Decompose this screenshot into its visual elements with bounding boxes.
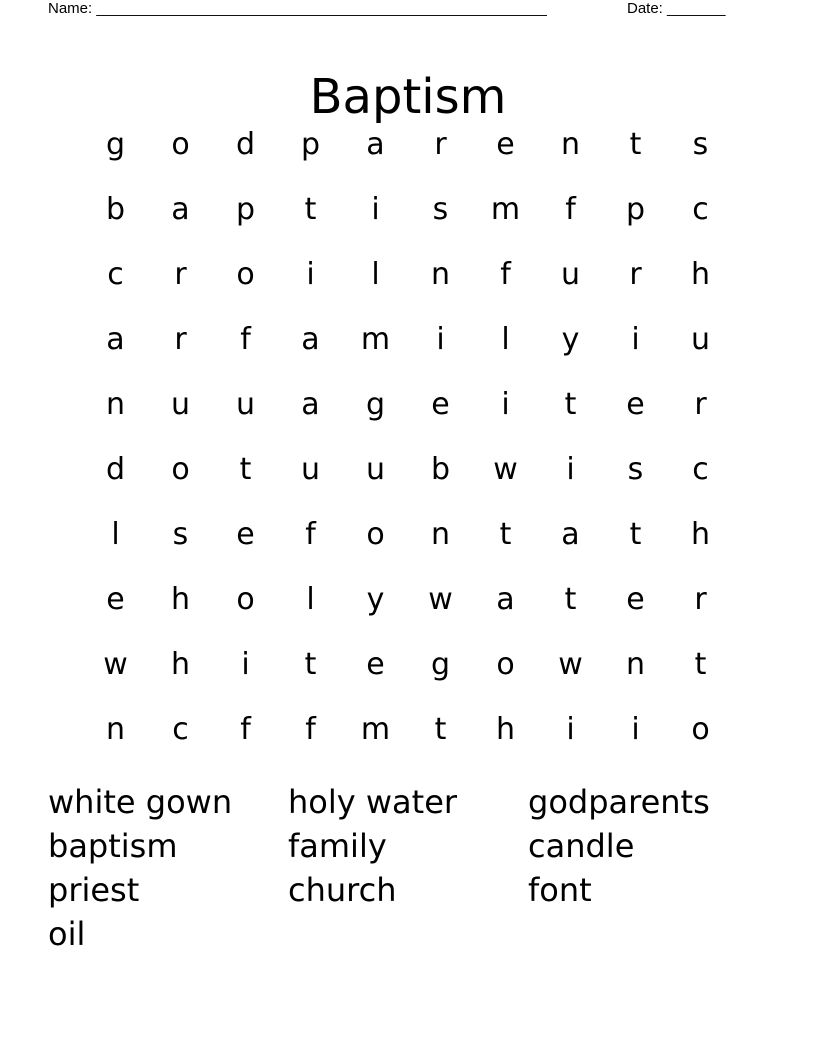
- grid-cell: t: [564, 581, 577, 617]
- grid-cell: u: [365, 451, 385, 487]
- grid-cell: i: [436, 321, 445, 357]
- grid-cell: t: [694, 646, 707, 682]
- grid-cell: d: [105, 451, 126, 487]
- grid-cell: g: [430, 646, 451, 682]
- word-bank-item: font: [528, 871, 592, 909]
- grid-cell: t: [239, 451, 252, 487]
- grid-cell: n: [105, 386, 125, 422]
- grid-cell: w: [103, 646, 128, 682]
- grid-cell: i: [566, 711, 575, 747]
- grid-cell: e: [496, 126, 515, 162]
- grid-cell: c: [107, 256, 124, 292]
- grid-cell: o: [236, 581, 255, 617]
- grid-cell: o: [691, 711, 710, 747]
- grid-cell: u: [560, 256, 580, 292]
- grid-cell: a: [496, 581, 515, 617]
- grid-cell: o: [171, 126, 190, 162]
- grid-cell: g: [105, 126, 126, 162]
- grid-cell: f: [305, 711, 316, 747]
- grid-cell: t: [304, 191, 317, 227]
- grid-cell: l: [306, 581, 315, 617]
- grid-cell: f: [240, 711, 251, 747]
- grid-cell: c: [692, 451, 709, 487]
- grid-cell: m: [360, 711, 391, 747]
- grid-cell: g: [365, 386, 386, 422]
- grid-cell: n: [105, 711, 125, 747]
- grid-cell: i: [306, 256, 315, 292]
- grid-cell: t: [629, 126, 642, 162]
- grid-cell: b: [430, 451, 451, 487]
- grid-cell: w: [558, 646, 583, 682]
- grid-cell: e: [106, 581, 125, 617]
- grid-cell: p: [625, 191, 646, 227]
- grid-cell: t: [564, 386, 577, 422]
- grid-cell: i: [631, 321, 640, 357]
- grid-cell: s: [432, 191, 449, 227]
- grid-cell: a: [301, 321, 320, 357]
- word-bank-item: oil: [48, 915, 86, 953]
- grid-cell: f: [305, 516, 316, 552]
- grid-cell: i: [501, 386, 510, 422]
- grid-cell: h: [690, 256, 710, 292]
- word-bank-item: priest: [48, 871, 140, 909]
- grid-cell: u: [170, 386, 190, 422]
- grid-cell: l: [371, 256, 380, 292]
- grid-cell: s: [692, 126, 709, 162]
- grid-cell: i: [371, 191, 380, 227]
- word-bank-item: holy water: [288, 783, 458, 821]
- grid-cell: i: [566, 451, 575, 487]
- grid-cell: p: [235, 191, 256, 227]
- grid-cell: f: [565, 191, 576, 227]
- grid-cell: r: [694, 386, 707, 422]
- grid-cell: m: [490, 191, 521, 227]
- grid-cell: a: [301, 386, 320, 422]
- word-bank-item: godparents: [528, 783, 710, 821]
- grid-cell: e: [236, 516, 255, 552]
- grid-cell: r: [694, 581, 707, 617]
- word-bank-item: white gown: [48, 783, 233, 821]
- grid-cell: a: [366, 126, 385, 162]
- word-bank-item: family: [288, 827, 387, 865]
- grid-cell: e: [626, 386, 645, 422]
- word-bank-item: church: [288, 871, 397, 909]
- grid-cell: n: [430, 256, 450, 292]
- grid-cell: l: [111, 516, 120, 552]
- grid-cell: l: [501, 321, 510, 357]
- grid-cell: n: [430, 516, 450, 552]
- grid-cell: o: [366, 516, 385, 552]
- grid-cell: t: [499, 516, 512, 552]
- grid-cell: a: [106, 321, 125, 357]
- grid-cell: w: [428, 581, 453, 617]
- grid-cell: h: [495, 711, 515, 747]
- grid-cell: m: [360, 321, 391, 357]
- page-title: Baptism: [309, 69, 507, 126]
- grid-cell: s: [627, 451, 644, 487]
- grid-cell: y: [561, 321, 580, 357]
- grid-cell: e: [626, 581, 645, 617]
- grid-cell: o: [236, 256, 255, 292]
- grid-cell: y: [366, 581, 385, 617]
- grid-cell: o: [496, 646, 515, 682]
- grid-cell: t: [629, 516, 642, 552]
- grid-cell: c: [692, 191, 709, 227]
- grid-cell: a: [561, 516, 580, 552]
- grid-cell: s: [172, 516, 189, 552]
- grid-cell: n: [560, 126, 580, 162]
- grid-cell: t: [434, 711, 447, 747]
- grid-cell: t: [304, 646, 317, 682]
- grid-cell: w: [493, 451, 518, 487]
- grid-cell: r: [629, 256, 642, 292]
- grid-cell: r: [174, 256, 187, 292]
- grid-cell: i: [631, 711, 640, 747]
- grid-cell: f: [240, 321, 251, 357]
- word-bank-item: baptism: [48, 827, 178, 865]
- grid-cell: i: [241, 646, 250, 682]
- grid-cell: c: [172, 711, 189, 747]
- grid-cell: f: [500, 256, 511, 292]
- grid-cell: e: [431, 386, 450, 422]
- grid-cell: h: [170, 646, 190, 682]
- date-field-label: Date: _______: [627, 0, 726, 17]
- word-bank-item: candle: [528, 827, 635, 865]
- grid-cell: e: [366, 646, 385, 682]
- grid-cell: n: [625, 646, 645, 682]
- word-search-grid: [83, 112, 733, 762]
- grid-cell: p: [300, 126, 321, 162]
- word-bank: [48, 780, 768, 956]
- grid-cell: a: [171, 191, 190, 227]
- grid-cell: h: [170, 581, 190, 617]
- grid-cell: b: [105, 191, 126, 227]
- grid-cell: r: [174, 321, 187, 357]
- grid-cell: u: [690, 321, 710, 357]
- grid-cell: r: [434, 126, 447, 162]
- grid-cell: o: [171, 451, 190, 487]
- grid-cell: d: [235, 126, 256, 162]
- grid-cell: u: [300, 451, 320, 487]
- name-field-label: Name: ______________________________________________________: [48, 0, 547, 17]
- grid-cell: u: [235, 386, 255, 422]
- header-line: [48, 0, 748, 22]
- grid-cell: h: [690, 516, 710, 552]
